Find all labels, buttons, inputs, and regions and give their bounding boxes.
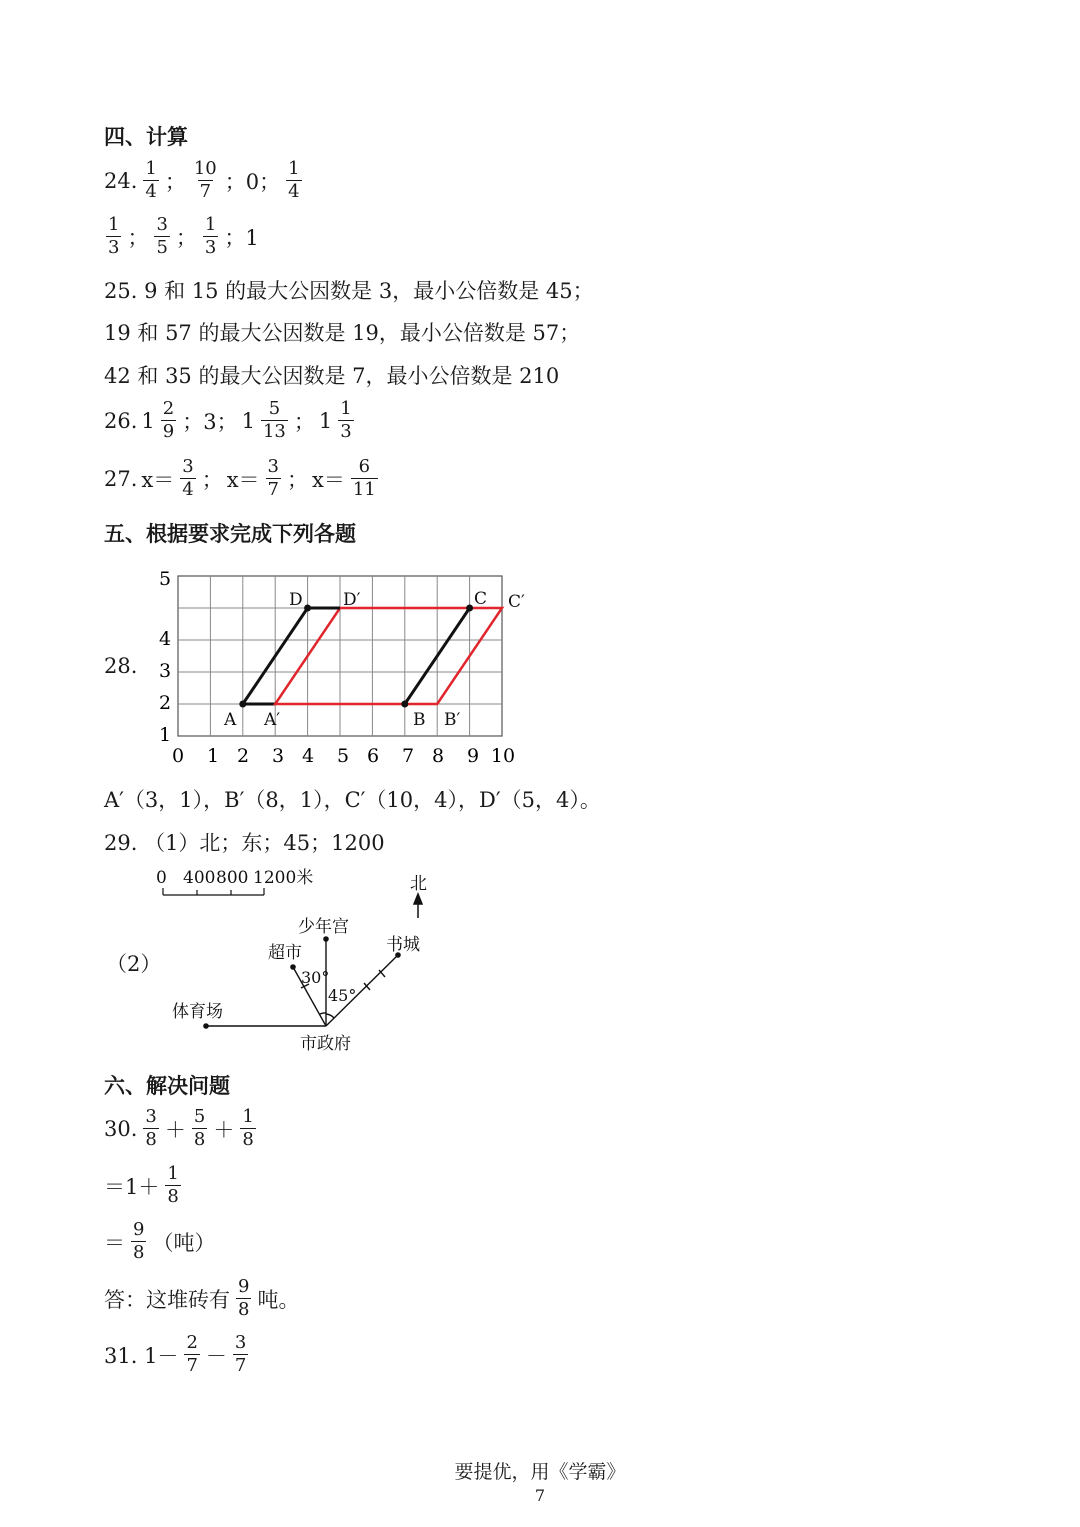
place-center: 市政府 [300, 1034, 351, 1054]
q26-label: 26. [104, 408, 138, 433]
point-C [466, 605, 473, 612]
scale-bar [163, 888, 264, 895]
direction-map [150, 862, 450, 1062]
separator: ；3； [182, 409, 238, 434]
separator: ； [201, 467, 223, 492]
north-label: 北 [410, 874, 427, 894]
label-D-prime: D′ [343, 590, 361, 610]
footer-slogan: 要提优，用《学霸》 [454, 1461, 626, 1483]
fraction: $\frac{1}{4}$ [288, 158, 300, 202]
q29-part2-label: （2） [106, 952, 162, 976]
fraction: $\frac{3}{5}$ [156, 214, 168, 258]
y-tick: 1 [158, 724, 172, 746]
q30-line2 [104, 1163, 183, 1208]
fraction: $\frac{6}{11}$ [352, 456, 376, 500]
point-stadium [203, 1023, 209, 1029]
x-tick: 3 [271, 745, 285, 767]
angle-30-label: 30° [301, 968, 330, 987]
operator: ＋ [164, 1117, 186, 1142]
q28-answer: A′（3，1），B′（8，1），C′（10，4），D′（5，4）。 [104, 788, 601, 812]
operator: － [205, 1343, 227, 1368]
point-A [239, 701, 246, 708]
q25-line3: 42 和 35 的最大公因数是 7，最小公倍数是 210 [104, 364, 560, 388]
answer-prefix: 答：这堆砖有 [104, 1287, 230, 1312]
fraction: $\frac{1}{8}$ [242, 1106, 254, 1150]
place-palace: 少年宫 [298, 917, 349, 937]
mixed-whole: 1 [141, 408, 155, 433]
scale-label-0: 0 [156, 868, 167, 888]
x-tick: 0 [171, 745, 185, 767]
label-C-prime: C′ [508, 592, 525, 612]
operator: ＋ [213, 1117, 235, 1142]
x-tick: 7 [401, 745, 415, 767]
section-heading-5: 五、根据要求完成下列各题 [104, 522, 356, 546]
q27-label: 27. [104, 466, 138, 491]
separator: ； [287, 467, 308, 492]
fraction: $\frac{9}{8}$ [133, 1219, 145, 1263]
point-palace [323, 936, 329, 942]
x-tick: 9 [466, 745, 480, 767]
y-tick: 3 [158, 660, 172, 682]
fraction: $\frac{1}{4}$ [145, 158, 157, 202]
fraction: $\frac{5}{8}$ [193, 1106, 206, 1150]
grid-figure [140, 560, 540, 775]
x-tick: 6 [366, 745, 380, 767]
section-heading-4: 四、计算 [104, 125, 188, 149]
y-tick: 5 [158, 568, 172, 590]
fraction: $\frac{9}{8}$ [238, 1276, 250, 1320]
label-A-prime: A′ [264, 710, 281, 730]
point-B [401, 701, 408, 708]
page-number: 7 [534, 1486, 546, 1505]
fraction: $\frac{1}{3}$ [340, 398, 352, 442]
unit: （吨） [152, 1230, 216, 1255]
angle-arc-30 [320, 1013, 326, 1014]
x-tick: 5 [336, 745, 350, 767]
y-tick: 4 [158, 628, 172, 650]
label-B: B [413, 710, 426, 730]
q24-row2 [104, 214, 259, 259]
angle-arc-45 [326, 1014, 334, 1018]
equation-prefix: x＝ [141, 467, 175, 492]
separator: ；1 [224, 225, 259, 250]
q25-line1: 25. 9 和 15 的最大公因数是 3，最小公倍数是 45； [104, 279, 594, 303]
place-stadium: 体育场 [172, 1002, 223, 1022]
north-arrow [414, 894, 422, 918]
q28-label: 28. [104, 654, 138, 678]
q30-label: 30. [104, 1116, 138, 1141]
mixed-whole: 1 [318, 408, 333, 433]
x-tick: 8 [431, 745, 445, 767]
place-bookcity: 书城 [386, 935, 420, 955]
y-tick: 2 [158, 692, 172, 714]
angle-45-label: 45° [328, 986, 357, 1005]
equation-prefix: x＝ [312, 467, 345, 492]
q30-answer [104, 1276, 299, 1321]
scale-label-400: 400 [183, 868, 216, 888]
fraction: $\frac{3}{7}$ [267, 456, 279, 500]
q27-row [104, 456, 380, 501]
q29-line1: 29. （1）北；东；45；1200 [104, 831, 385, 855]
q31-line1 [104, 1332, 250, 1377]
original-shape [243, 608, 470, 704]
q24-label: 24. [104, 168, 138, 193]
separator: ； [293, 409, 315, 434]
point-market [290, 964, 296, 970]
expression-prefix: ＝1＋ [104, 1174, 160, 1199]
point-D [304, 605, 311, 612]
separator: ； [164, 169, 186, 194]
fraction: $\frac{2}{9}$ [162, 398, 175, 442]
fraction: $\frac{2}{7}$ [186, 1332, 198, 1376]
q30-line3 [104, 1219, 215, 1264]
fraction: $\frac{10}{7}$ [193, 158, 217, 202]
label-A: A [224, 710, 237, 730]
x-tick: 2 [236, 745, 250, 767]
label-B-prime: B′ [444, 710, 461, 730]
q30-line1 [104, 1106, 258, 1151]
label-D: D [289, 590, 303, 610]
fraction: $\frac{3}{4}$ [182, 456, 194, 500]
label-C: C [474, 589, 488, 609]
x-tick: 1 [206, 745, 220, 767]
expression-prefix: ＝ [104, 1230, 125, 1255]
fraction: $\frac{1}{3}$ [108, 214, 120, 258]
scale-label-800: 800 [216, 868, 249, 888]
parallelogram-prime [275, 608, 502, 704]
q26-row [104, 398, 356, 443]
mixed-whole: 1 [241, 408, 255, 433]
fraction: $\frac{5}{13}$ [262, 398, 286, 442]
equation-prefix: x＝ [226, 467, 260, 492]
fraction: $\frac{1}{8}$ [167, 1163, 179, 1207]
fraction: $\frac{3}{7}$ [234, 1332, 247, 1376]
translated-shape [275, 608, 502, 704]
place-market: 超市 [268, 943, 302, 963]
x-tick: 4 [301, 745, 315, 767]
q31-label: 31. 1－ [104, 1343, 179, 1368]
separator: ；0； [224, 169, 281, 194]
separator: ； [175, 225, 197, 250]
q25-line2: 19 和 57 的最大公因数是 19，最小公倍数是 57； [104, 321, 581, 345]
q24-row1 [104, 158, 304, 203]
fraction: $\frac{3}{8}$ [145, 1106, 157, 1150]
separator: ； [127, 225, 149, 250]
scale-label-1200: 1200米 [253, 868, 314, 888]
answer-suffix: 吨。 [257, 1287, 300, 1312]
section-heading-6: 六、解决问题 [104, 1074, 230, 1098]
fraction: $\frac{1}{3}$ [204, 214, 217, 258]
x-tick: 10 [490, 745, 516, 767]
